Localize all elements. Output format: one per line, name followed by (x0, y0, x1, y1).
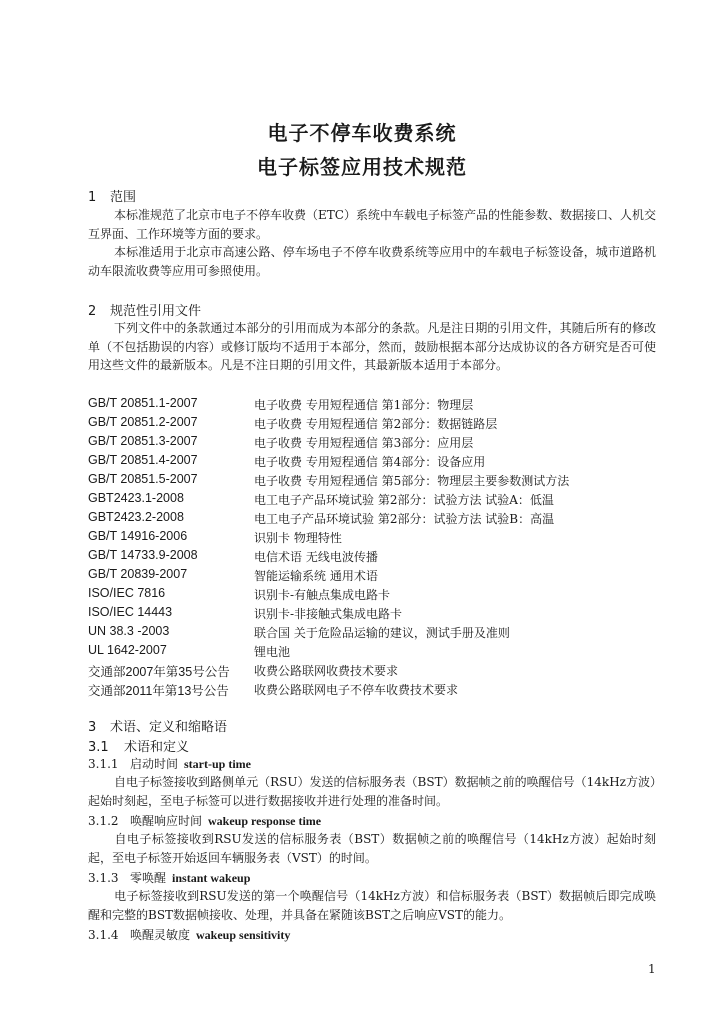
reference-title: 锂电池 (254, 645, 291, 659)
reference-code: GBT2423.1-2008 (88, 491, 184, 505)
term-heading (88, 755, 251, 772)
reference-code: UL 1642-2007 (88, 643, 167, 657)
reference-item (88, 472, 668, 491)
reference-title: 电子收费 专用短程通信 第5部分：物理层主要参数测试方法 (254, 474, 570, 488)
subsection-heading (88, 736, 189, 755)
reference-item (88, 548, 668, 567)
document-title: 电子不停车收费系统 (267, 121, 457, 145)
term-definition: 自电子标签接收到RSU发送的信标服务表（BST）数据帧之前的唤醒信号（14kHz方波）起始时刻起，至电子标签开始返回车辆服务表（VST）的时间。 (88, 832, 656, 865)
section-number: 1 (88, 190, 97, 205)
term-number: 3.1.4 (88, 928, 119, 942)
reference-item (88, 510, 668, 529)
reference-title: 电工电子产品环境试验 第2部分：试验方法 试验A：低温 (254, 493, 554, 507)
reference-title: 收费公路联网收费技术要求 (254, 664, 399, 678)
subsection-number: 3.1 (88, 740, 109, 755)
section-number: 2 (88, 304, 97, 319)
reference-title: 电子收费 专用短程通信 第2部分：数据链路层 (254, 417, 498, 431)
paragraph: 本标准规范了北京市电子不停车收费（ETC）系统中车载电子标签产品的性能参数、数据接口、人机交互界面、工作环境等方面的要求。 (88, 208, 656, 241)
reference-code: UN 38.3 -2003 (88, 624, 170, 638)
reference-title: 电子收费 专用短程通信 第4部分：设备应用 (254, 455, 486, 469)
document-subtitle: 电子标签应用技术规范 (257, 155, 467, 179)
reference-code: GB/T 20839-2007 (88, 567, 188, 581)
term-heading (88, 869, 250, 886)
reference-title: 电信术语 无线电波传播 (254, 550, 378, 564)
reference-code: GB/T 20851.1-2007 (88, 396, 198, 410)
section-number: 3 (88, 720, 97, 735)
reference-item (88, 415, 668, 434)
term-definition: 电子标签接收到RSU发送的第一个唤醒信号（14kHz方波）和信标服务表（BST）数据帧后即完成唤醒和完整的BST数据帧接收、处理，并具备在紧随该BST之后响应VST的能力。 (88, 889, 656, 922)
reference-title: 识别卡-非接触式集成电路卡 (254, 607, 403, 621)
reference-code: GBT2423.2-2008 (88, 510, 184, 524)
term-number: 3.1.1 (88, 757, 119, 771)
section-title: 规范性引用文件 (110, 304, 202, 319)
term-english: start-up time (184, 757, 251, 771)
term-english: instant wakeup (172, 871, 251, 885)
reference-title: 识别卡 物理特性 (254, 531, 342, 545)
term-english: wakeup response time (208, 814, 322, 828)
reference-item (88, 624, 668, 643)
section-title: 范围 (110, 190, 137, 205)
reference-item (88, 681, 668, 700)
reference-code: 交通部2011年第13号公告 (88, 684, 229, 698)
term-chinese: 零唤醒 (130, 871, 167, 885)
reference-item (88, 434, 668, 453)
section-heading-scope (88, 186, 136, 205)
section-heading-terms (88, 716, 227, 735)
term-chinese: 启动时间 (130, 757, 179, 771)
reference-item (88, 396, 668, 415)
reference-item (88, 662, 668, 681)
reference-item (88, 643, 668, 662)
reference-title: 联合国 关于危险品运输的建议，测试手册及准则 (254, 626, 510, 640)
reference-item (88, 586, 668, 605)
reference-code: GB/T 20851.2-2007 (88, 415, 198, 429)
reference-code: GB/T 14733.9-2008 (88, 548, 198, 562)
reference-code: 交通部2007年第35号公告 (88, 665, 230, 679)
reference-code: GB/T 20851.5-2007 (88, 472, 198, 486)
reference-code: GB/T 20851.3-2007 (88, 434, 198, 448)
term-heading (88, 926, 290, 943)
reference-title: 电子收费 专用短程通信 第1部分：物理层 (254, 398, 474, 412)
reference-title: 电子收费 专用短程通信 第3部分：应用层 (254, 436, 474, 450)
term-heading (88, 812, 321, 829)
reference-code: GB/T 14916-2006 (88, 529, 188, 543)
reference-code: ISO/IEC 14443 (88, 605, 173, 619)
term-number: 3.1.3 (88, 871, 119, 885)
reference-title: 电工电子产品环境试验 第2部分：试验方法 试验B：高温 (254, 512, 555, 526)
term-definition: 自电子标签接收到路侧单元（RSU）发送的信标服务表（BST）数据帧之前的唤醒信号（14kHz方波）起始时刻起，至电子标签可以进行数据接收并进行处理的准备时间。 (88, 775, 656, 808)
term-english: wakeup sensitivity (196, 928, 291, 942)
paragraph: 下列文件中的条款通过本部分的引用而成为本部分的条款。凡是注日期的引用文件，其随后所有的修改单（不包括勘误的内容）或修订版均不适用于本部分，然而，鼓励根据本部分达成协议的各方研究是否可使用这些文件的最新版本。凡是不注日期的引用文件，其最新版本适用于本部分。 (88, 321, 656, 372)
reference-code: GB/T 20851.4-2007 (88, 453, 198, 467)
paragraph: 本标准适用于北京市高速公路、停车场电子不停车收费系统等应用中的车载电子标签设备，城市道路机动车限流收费等应用可参照使用。 (88, 245, 656, 278)
reference-code: ISO/IEC 7816 (88, 586, 166, 600)
subsection-title: 术语和定义 (124, 740, 190, 755)
page-number: 1 (648, 962, 656, 976)
section-heading-references (88, 300, 201, 319)
reference-title: 识别卡-有触点集成电路卡 (254, 588, 391, 602)
section-title: 术语、定义和缩略语 (110, 720, 228, 735)
reference-item (88, 491, 668, 510)
reference-title: 智能运输系统 通用术语 (254, 569, 378, 583)
reference-item (88, 529, 668, 548)
reference-item (88, 605, 668, 624)
reference-title: 收费公路联网电子不停车收费技术要求 (254, 683, 459, 697)
term-chinese: 唤醒响应时间 (130, 814, 203, 828)
term-number: 3.1.2 (88, 814, 119, 828)
reference-item (88, 453, 668, 472)
term-chinese: 唤醒灵敏度 (130, 928, 191, 942)
reference-item (88, 567, 668, 586)
